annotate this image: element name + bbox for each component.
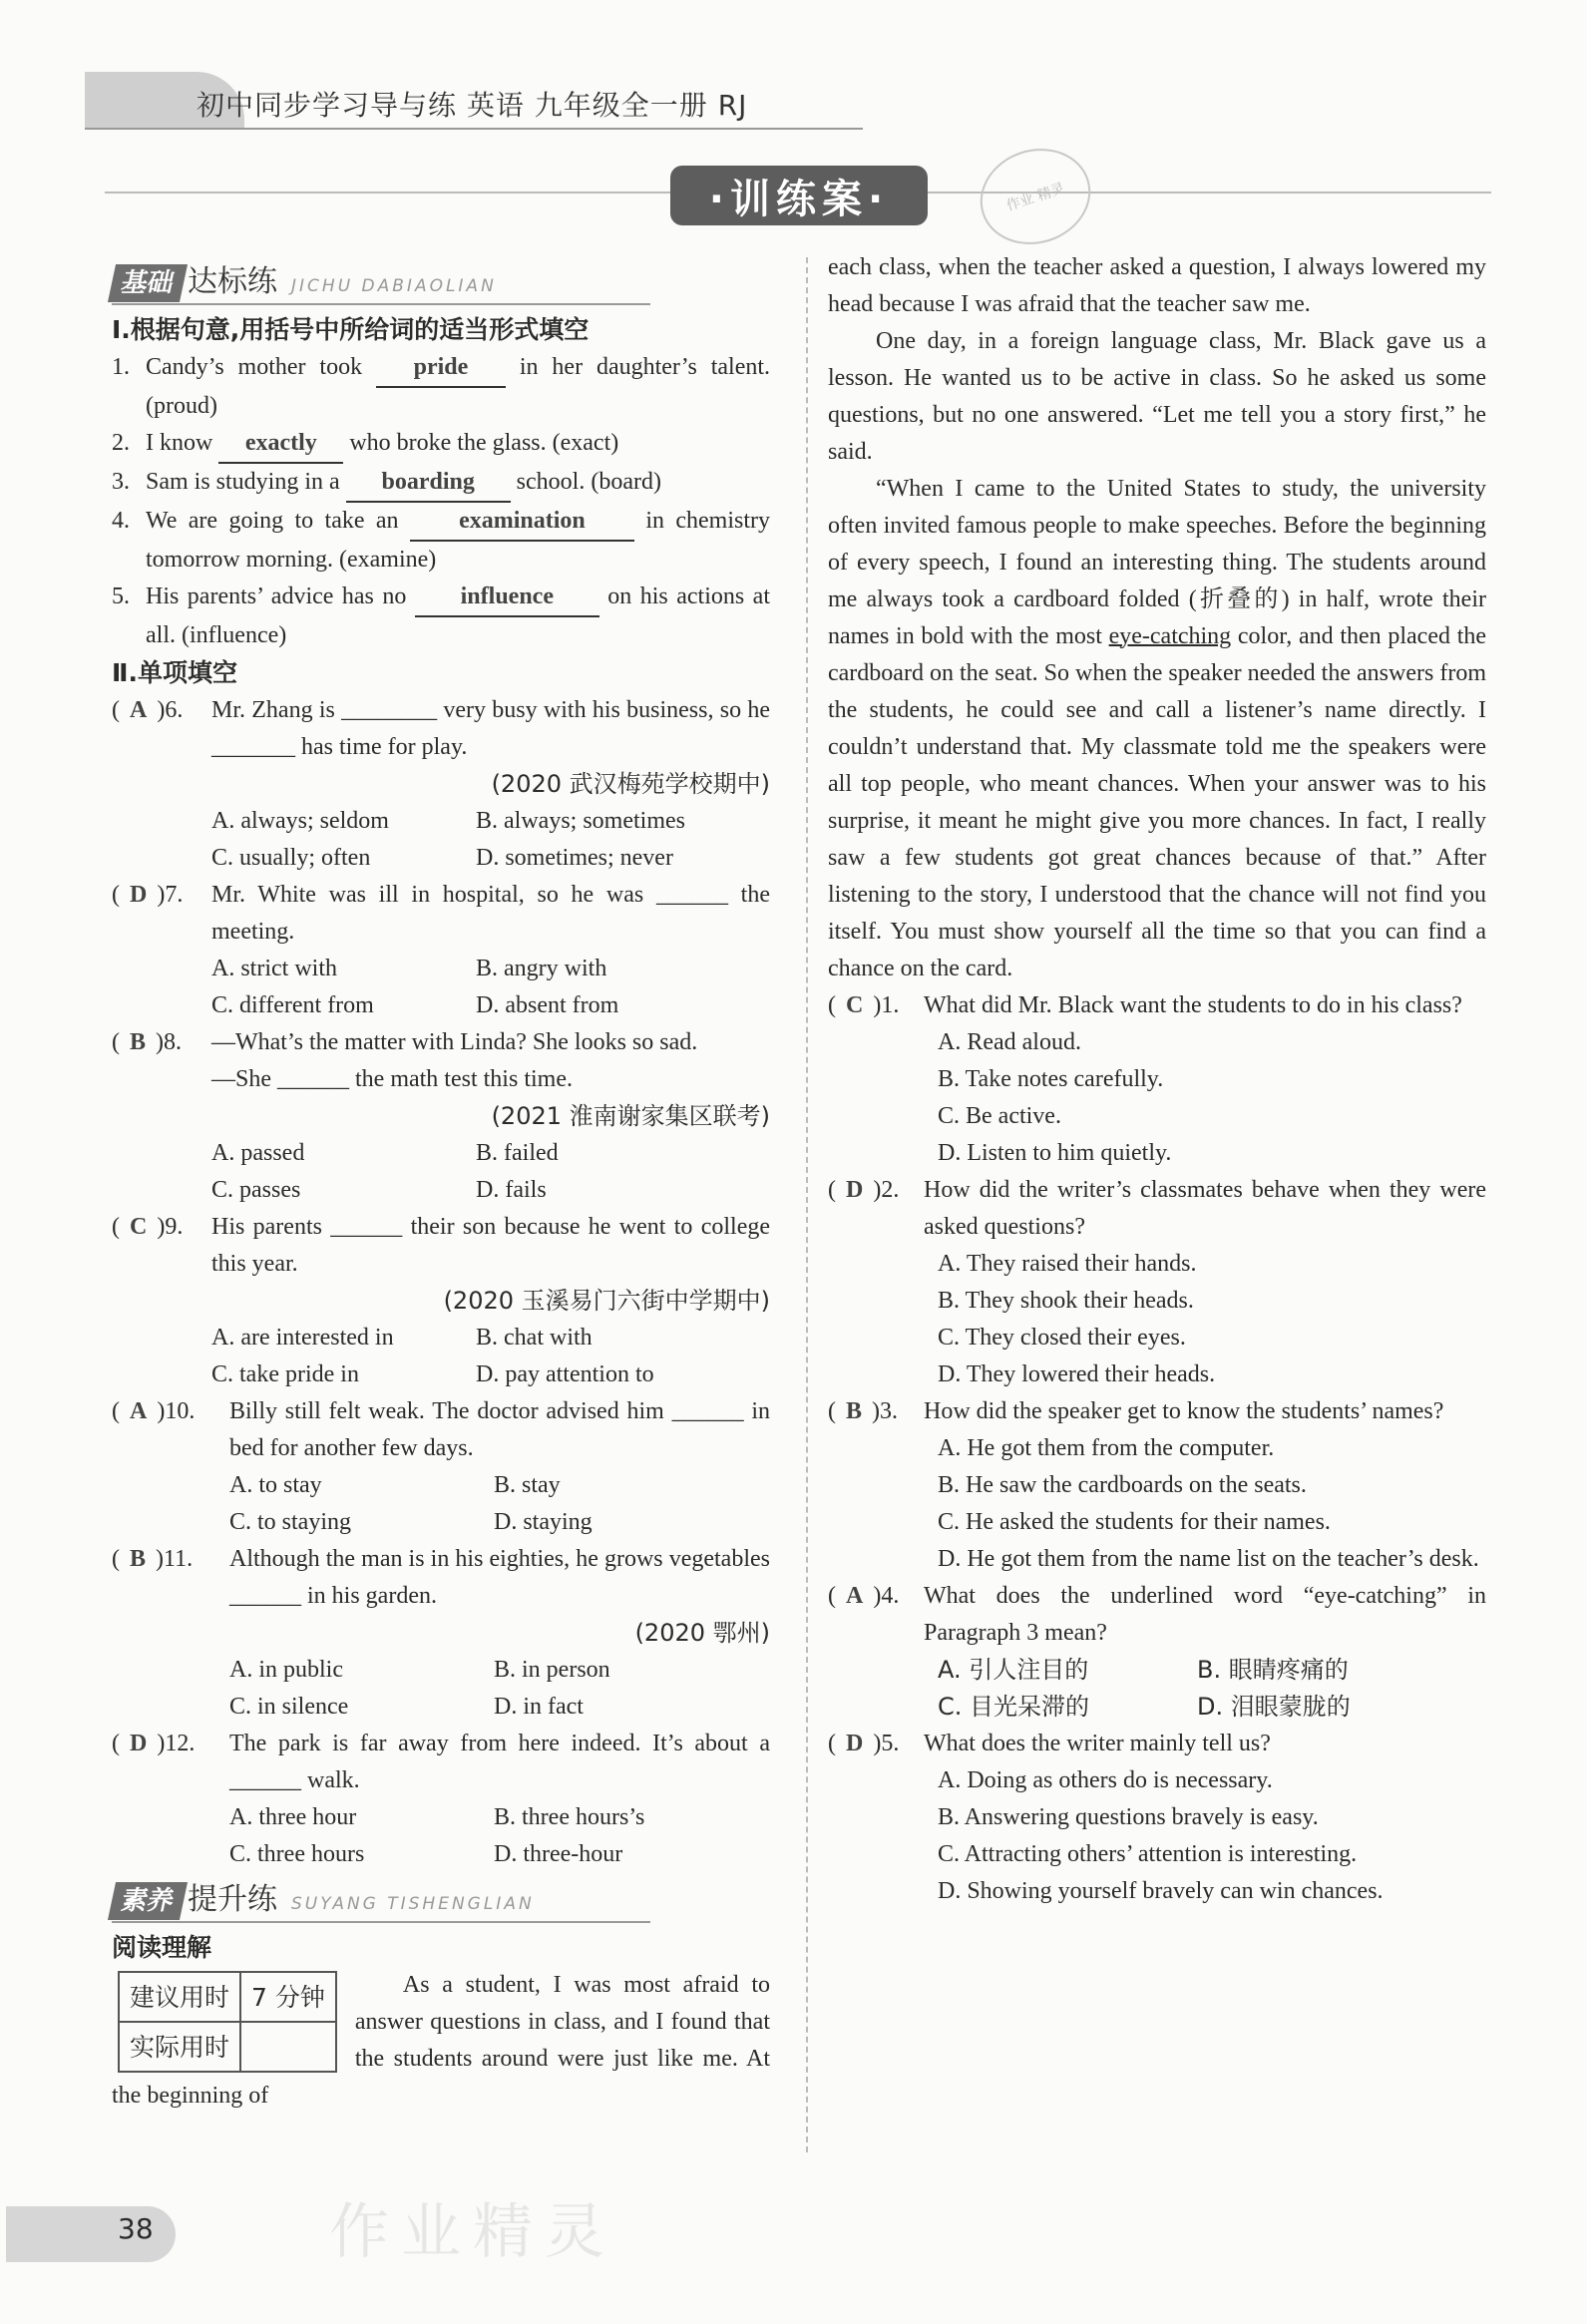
mc-question: ( A )10. Billy still felt weak. The doctor advised him ______ in bed for another few days. [112, 1398, 770, 1461]
options: A. passed B. failed C. passes D. fails [211, 1140, 559, 1203]
section-title-basic [112, 263, 770, 307]
passage-text: each class, when the teacher asked a question, I always lowered my head because I was afraid that the teacher saw me. [828, 254, 1486, 317]
answer-letter: D [130, 882, 148, 908]
answer-letter: B [130, 1029, 147, 1055]
page-header [85, 72, 863, 132]
options: A. in public B. in person C. in silence D. in fact [229, 1657, 610, 1720]
section-pinyin: JICHU DABIAOLIAN [291, 276, 497, 296]
fill-item: 4. We are going to take an examination in chemistry tomorrow morning. (examine) [112, 503, 770, 579]
part1-heading: Ⅰ.根据句意,用括号中所给词的适当形式填空 [112, 315, 590, 344]
section-tag: 基础 [108, 264, 188, 302]
fill-item: 5. His parents’ advice has no influence on his actions at all. (influence) [112, 579, 770, 654]
answer-blank: examination [410, 503, 634, 542]
options: A. He got them from the computer. B. He saw the cardboards on the seats. C. He asked the students for their names. D. He got them from the name list on the teacher’s desk. [938, 1435, 1479, 1572]
answer-letter: A [846, 1583, 864, 1609]
part2-heading: Ⅱ.单项填空 [112, 658, 237, 687]
section-rest: 提升练 [188, 1882, 278, 1917]
answer-letter: B [846, 1398, 863, 1424]
watermark: 作业精灵 [329, 2197, 616, 2267]
time-table [118, 1971, 337, 2073]
answer-blank: pride [376, 349, 506, 388]
mc-question: ( B )8. —What’s the matter with Linda? She looks so sad. —She ______ the math test this time. [112, 1029, 698, 1092]
reading-question: ( A )4. What does the underlined word “eye-catching” in Paragraph 3 mean? [828, 1583, 1486, 1646]
answer-letter: A [130, 697, 148, 723]
question-source: (2021 淮南谢家集区联考) [491, 1102, 770, 1130]
reading-question: ( B )3. How did the speaker get to know the students’ names? [828, 1398, 1444, 1424]
options: A. Doing as others do is necessary. B. Answering questions bravely is easy. C. Attracting others’ attention is interesting. D. Showing yourself bravely can win chances. [938, 1767, 1384, 1904]
answer-letter: A [130, 1398, 148, 1424]
answer-letter: C [846, 992, 864, 1018]
answer-letter: C [130, 1214, 148, 1240]
answer-blank: influence [415, 579, 599, 617]
underlined-word: eye-catching [1108, 623, 1232, 649]
mc-question: ( A )6. Mr. Zhang is ________ very busy with his business, so he _______ has time for play. [112, 697, 770, 760]
stamp-logo: 作业 精灵 [968, 135, 1103, 258]
answer-blank: boarding [346, 464, 511, 503]
question-source: (2020 玉溪易门六街中学期中) [443, 1287, 770, 1315]
mc-question: ( D )7. Mr. White was ill in hospital, so he was ______ the meeting. [112, 882, 770, 945]
question-source: (2020 鄂州) [634, 1619, 770, 1647]
answer-letter: B [130, 1546, 147, 1572]
passage-paragraph: One day, in a foreign language class, Mr. Black gave us a lesson. He wanted us to be active in class. So he asked us some questions, but no one answered. “Let me tell you a story first,” he said. [828, 328, 1486, 465]
answer-letter: D [846, 1177, 864, 1203]
book-title: 初中同步学习导与练 英语 九年级全一册 RJ [197, 89, 748, 122]
passage-text: As a student, I was most afraid to answer questions in class, and I found that the students around were just like me. At the beginning of [112, 1972, 770, 2109]
reading-question: ( C )1. What did Mr. Black want the students to do in his class? [828, 992, 1462, 1018]
actual-time-input[interactable] [240, 2022, 336, 2072]
right-column [828, 249, 1486, 1910]
options: A. to stay B. stay C. to staying D. staying [229, 1472, 593, 1535]
reading-start [112, 1967, 770, 2115]
actual-time-label: 实际用时 [119, 2022, 240, 2072]
reading-question: ( D )5. What does the writer mainly tell us? [828, 1731, 1271, 1756]
mc-question: ( C )9. His parents ______ their son because he went to college this year. [112, 1214, 770, 1277]
options: A. Read aloud. B. Take notes carefully. C. Be active. D. Listen to him quietly. [938, 1029, 1172, 1166]
section-pinyin: SUYANG TISHENGLIAN [291, 1894, 535, 1914]
options: A. strict with B. angry with C. different from D. absent from [211, 956, 619, 1018]
left-column [112, 263, 770, 2115]
options: A. are interested in B. chat with C. take pride in D. pay attention to [211, 1325, 654, 1387]
options: A. three hour B. three hours’s C. three hours D. three-hour [229, 1804, 645, 1867]
section-title-advanced [112, 1881, 770, 1925]
reading-heading: 阅读理解 [112, 1933, 212, 1962]
column-divider [806, 257, 808, 2152]
reading-question: ( D )2. How did the writer’s classmates behave when they were asked questions? [828, 1177, 1486, 1240]
suggested-time-label: 建议用时 [119, 1972, 240, 2022]
options: A. always; seldom B. always; sometimes C. usually; often D. sometimes; never [211, 808, 685, 871]
page-number: 38 [118, 2212, 154, 2245]
fill-item: 3. Sam is studying in a boarding school. (board) [112, 464, 770, 503]
answer-blank: exactly [218, 425, 343, 464]
options: A. 引人注目的 B. 眼睛疼痛的 C. 目光呆滞的 D. 泪眼蒙胧的 [938, 1656, 1351, 1721]
options: A. They raised their hands. B. They shook their heads. C. They closed their eyes. D. They lowered their heads. [938, 1251, 1216, 1387]
question-source: (2020 武汉梅苑学校期中) [491, 770, 770, 798]
answer-letter: D [846, 1731, 864, 1756]
header-rule [85, 128, 863, 130]
mc-question: ( D )12. The park is far away from here indeed. It’s about a ______ walk. [112, 1731, 770, 1793]
fill-item: 1. Candy’s mother took pride in her daughter’s talent. (proud) [112, 349, 770, 425]
mc-question: ( B )11. Although the man is in his eighties, he grows vegetables ______ in his garden. [112, 1546, 770, 1609]
passage-paragraph: “When I came to the United States to study, the university often invited famous people to make speeches. Before the beginning of every speech, I found an interesting thing. The students around me always took a cardboard folded (折叠的) in half, wrote their names in bold with the most eye-catching color, and then placed the cardboard on the seat. So when the speaker needed the answers from the students, he could see and call a listener’s name directly. I couldn’t understand that. My classmate told me the speakers were all top people, who meant chances. When your answer was to his surprise, it meant he might give you more chances. In fact, I really saw a few students got great chances because of that.” After listening to the story, I understood that the chance will not find you itself. You must show yourself all the time so that you can find a chance on the card. [828, 476, 1487, 981]
suggested-time-value: 7 分钟 [240, 1972, 336, 2022]
fill-item: 2. I know exactly who broke the glass. (exact) [112, 425, 770, 464]
section-banner: ·训练案· [670, 166, 928, 225]
section-rest: 达标练 [188, 264, 278, 299]
answer-letter: D [130, 1731, 148, 1756]
section-tag: 素养 [108, 1882, 188, 1920]
